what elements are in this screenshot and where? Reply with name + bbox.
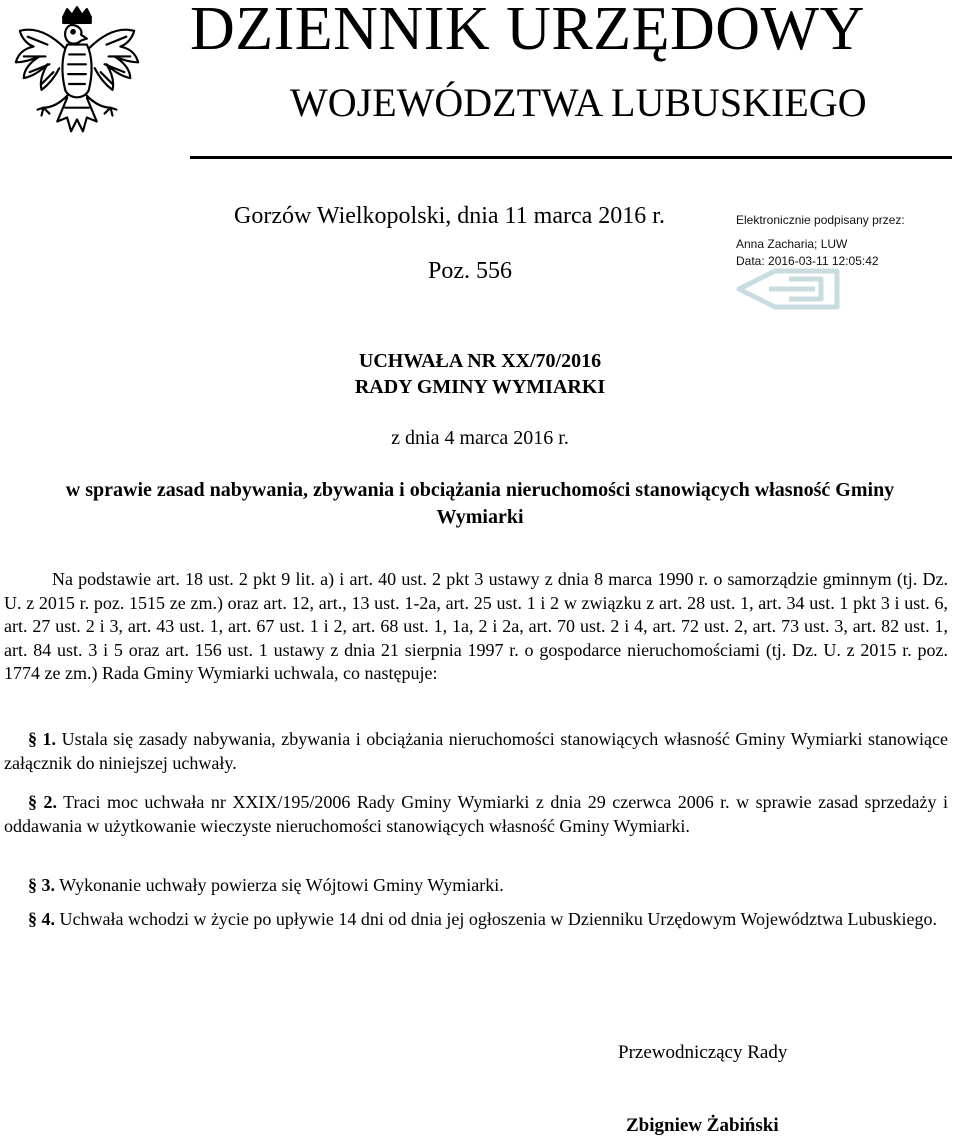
section-mark: § 4.: [28, 909, 55, 929]
gazette-subtitle: WOJEWÓDZTWA LUBUSKIEGO: [290, 80, 867, 125]
resolution-title: [0, 348, 960, 400]
section-text: Traci moc uchwała nr XXIX/195/2006 Rady Gminy Wymiarki z dnia 29 czerwca 2006 r. w sprawie zasad sprzedaży i oddawania w użytkowanie wieczyste nieruchomości stanowiących własność Gminy Wymiarki.: [4, 792, 948, 836]
signature-signer: Anna Zacharia; LUW: [736, 237, 848, 251]
signature-date: Data: 2016-03-11 12:05:42: [736, 254, 879, 268]
electronic-signature: [733, 209, 953, 309]
signatory-title: Przewodniczący Rady: [618, 1042, 788, 1063]
resolution-subject: w sprawie zasad nabywania, zbywania i obciążania nieruchomości stanowiących własność Gminy Wymiarki: [65, 479, 895, 528]
e-signature-logo-icon: [733, 267, 843, 311]
resolution-council: RADY GMINY WYMIARKI: [354, 376, 606, 398]
section-1: [4, 728, 948, 775]
section-text: Uchwała wchodzi w życie po upływie 14 dni od dnia jej ogłoszenia w Dzienniku Urzędowym Województwa Lubuskiego.: [55, 909, 937, 929]
section-3: [4, 874, 948, 898]
gazette-title: DZIENNIK URZĘDOWY: [190, 0, 865, 63]
signatory-name: Zbigniew Żabiński: [626, 1115, 779, 1136]
section-mark: § 1.: [28, 729, 57, 749]
resolution-number: UCHWAŁA NR XX/70/2016: [358, 350, 602, 372]
section-text: Wykonanie uchwały powierza się Wójtowi Gminy Wymiarki.: [55, 875, 504, 895]
section-4: [4, 908, 948, 932]
resolution-date: z dnia 4 marca 2016 r.: [391, 427, 569, 449]
legal-basis-paragraph: Na podstawie art. 18 ust. 2 pkt 9 lit. a) i art. 40 ust. 2 pkt 3 ustawy z dnia 8 marca 1990 r. o samorządzie gminnym (tj. Dz. U. z 2015 r. poz. 1515 ze zm.) oraz art. 12, art., 13 ust. 1-2a, art. 25 ust. 1 i 2 w związku z art. 28 ust. 1, art. 34 ust. 1 pkt 3 i ust. 6, art. 27 ust. 2 i 3, art. 43 ust. 1, art. 67 ust. 1 i 2, art. 68 ust. 1, 1a, 2 i 2a, art. 70 ust. 2 i 4, art. 72 ust. 2, art. 73 ust. 3, art. 82 ust. 1, art. 84 ust. 3 i 5 oraz art. 156 ust. 1 ustawy z dnia 21 sierpnia 1997 r. o gospodarce nieruchomościami (tj. Dz. U. z 2015 r. poz. 1774 ze zm.) Rada Gminy Wymiarki uchwala, co następuje:: [4, 569, 948, 683]
section-2: [4, 791, 948, 838]
section-mark: § 2.: [28, 792, 57, 812]
publication-position: Poz. 556: [428, 258, 512, 284]
publication-place-date: Gorzów Wielkopolski, dnia 11 marca 2016 r.: [234, 203, 665, 229]
section-text: Ustala się zasady nabywania, zbywania i obciążania nieruchomości stanowiących własność Gminy Wymiarki stanowiące załącznik do niniejszej uchwały.: [4, 729, 949, 773]
polish-eagle-emblem-icon: [8, 4, 146, 164]
header-rule: [190, 156, 952, 159]
section-mark: § 3.: [28, 875, 55, 895]
signature-label: Elektronicznie podpisany przez:: [736, 213, 905, 227]
